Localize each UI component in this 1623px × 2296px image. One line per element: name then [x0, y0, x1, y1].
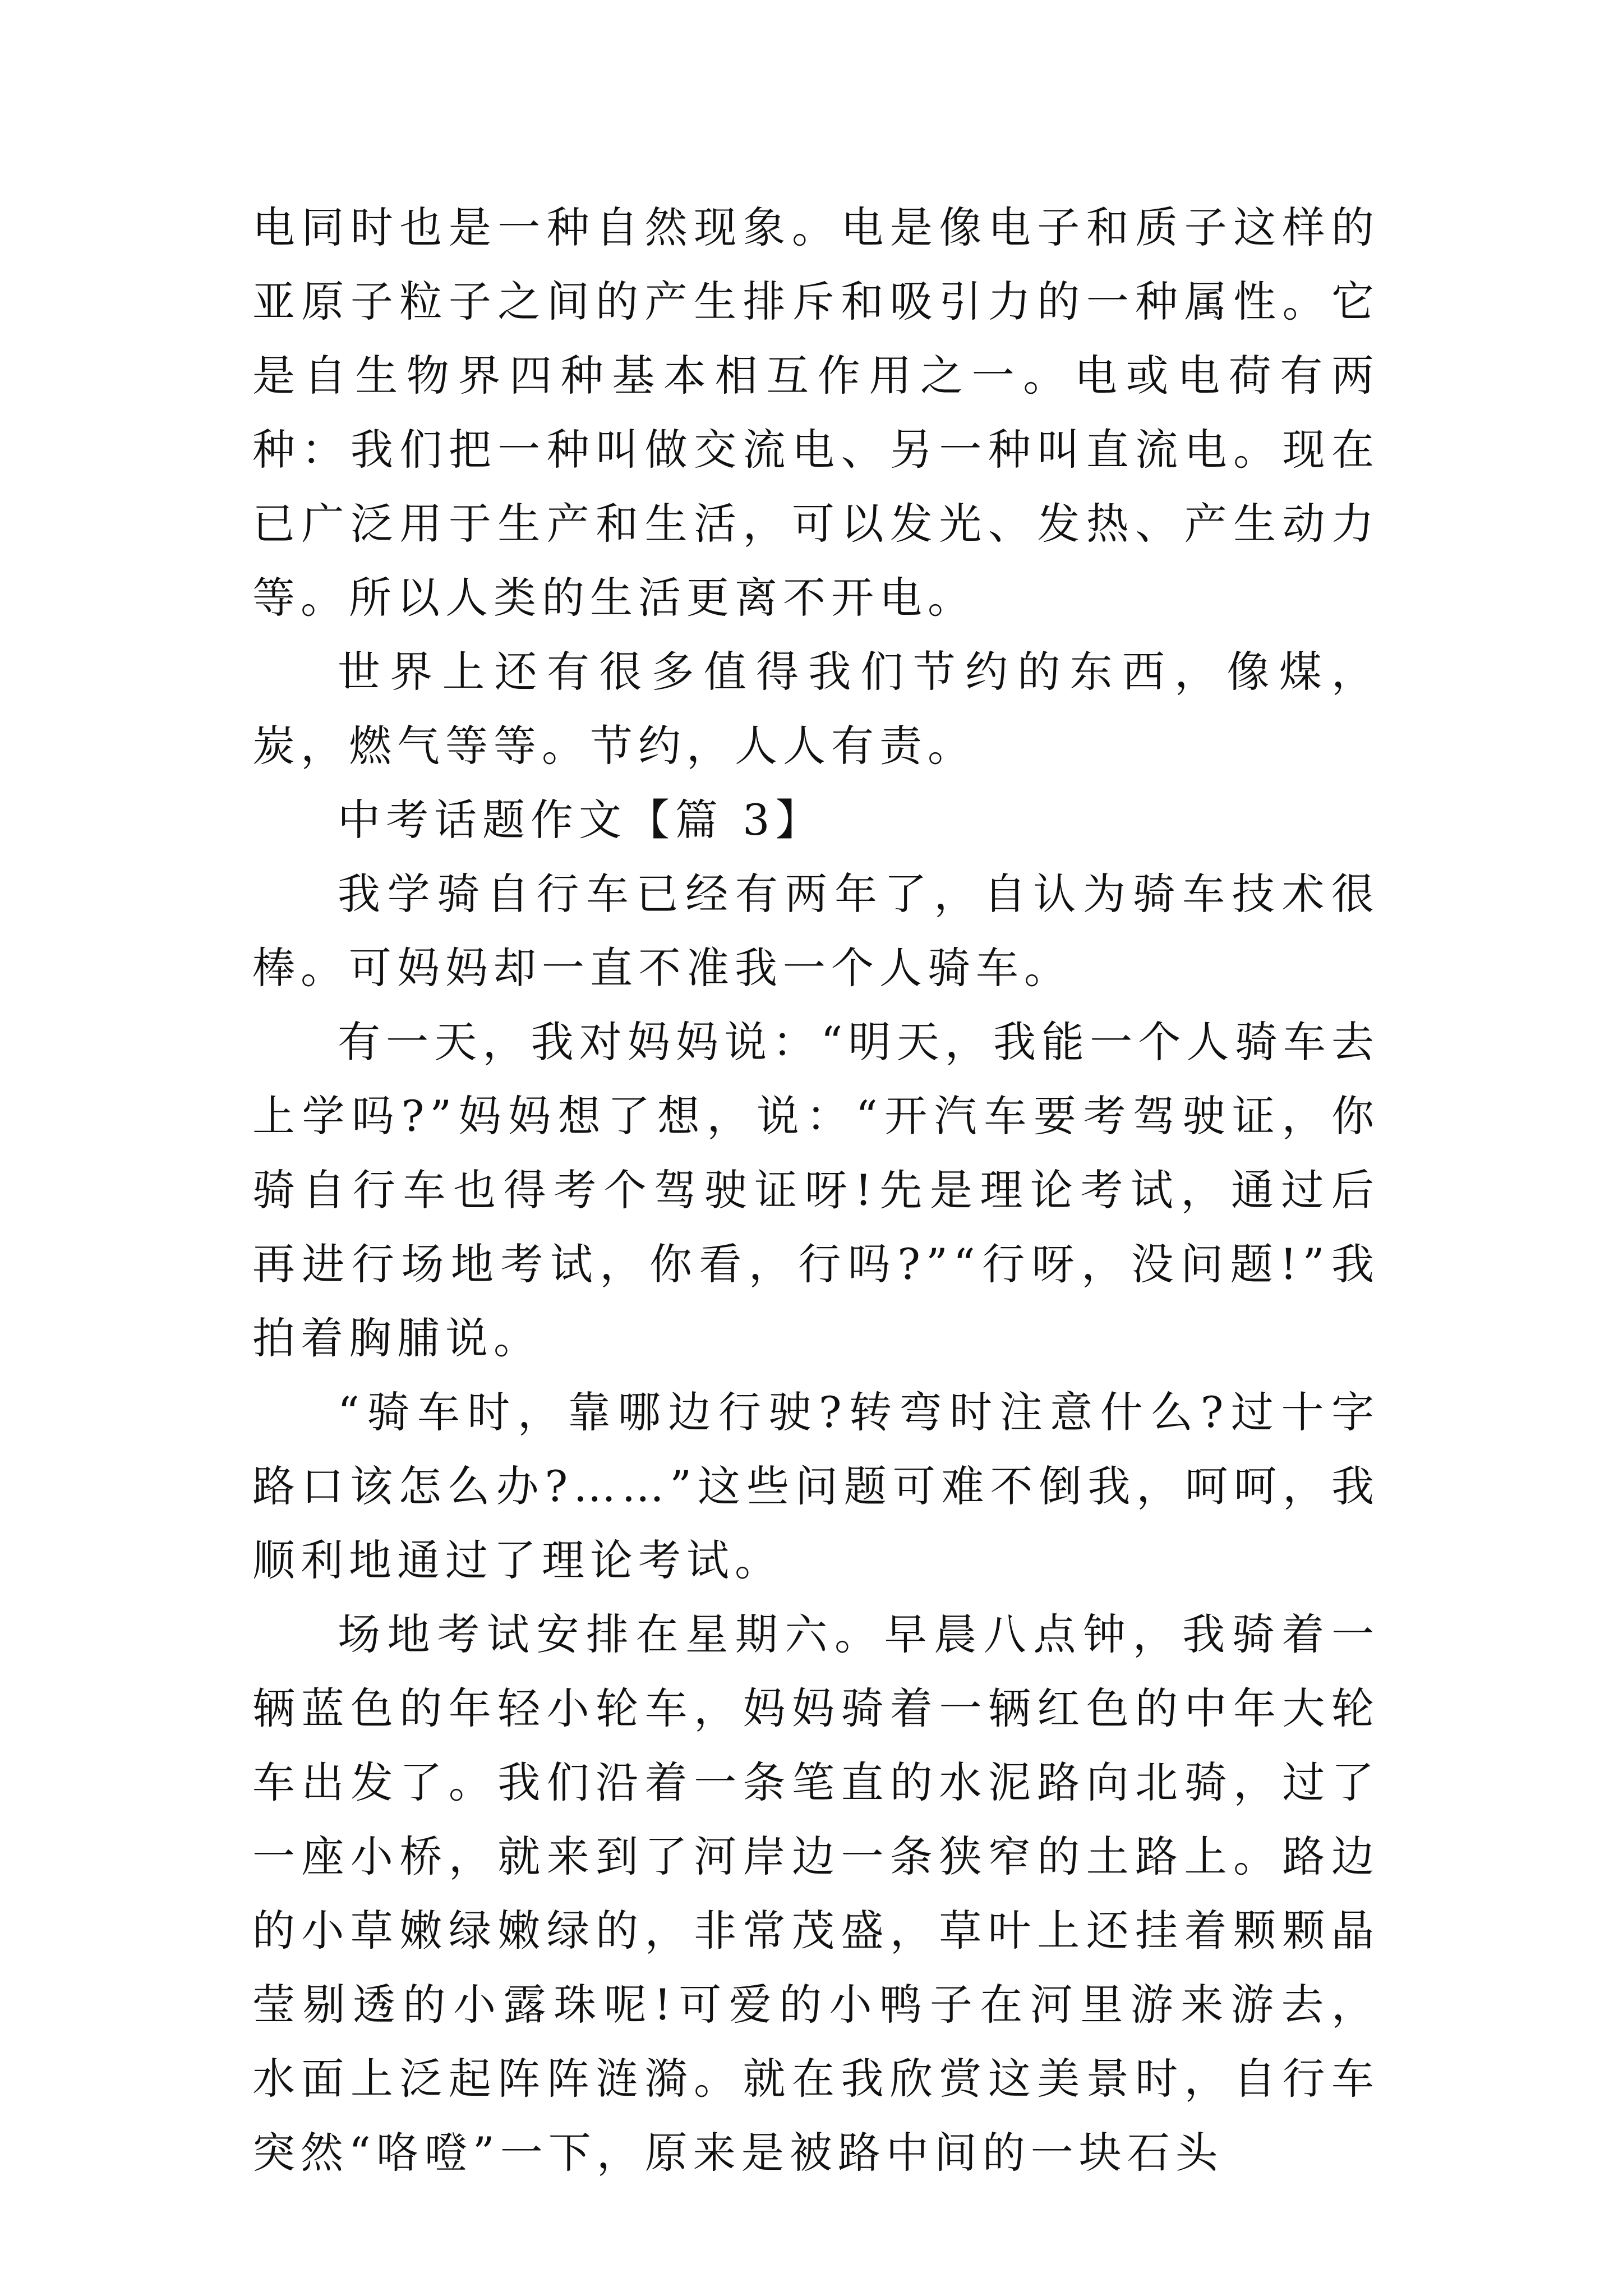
paragraph-bike-intro: 我学骑自行车已经有两年了，自认为骑车技术很棒。可妈妈却一直不准我一个人骑车。: [252, 869, 1380, 993]
paragraph-theory-test: “骑车时，靠哪边行驶?转弯时注意什么?过十字路口该怎么办?……”这些问题可难不倒我，呵呵，我顺利地通过了理论考试。: [252, 1387, 1380, 1585]
paragraph-field-test: 场地考试安排在星期六。早晨八点钟，我骑着一辆蓝色的年轻小轮车，妈妈骑着一辆红色的中年大轮车出发了。我们沿着一条笔直的水泥路向北骑，过了一座小桥，就来到了河岸边一条狭窄的土路上。路边的小草嫩绿嫩绿的，非常茂盛，草叶上还挂着颗颗晶莹剔透的小露珠呢!可爱的小鸭子在河里游来游去，水面上泛起阵阵涟漪。就在我欣赏这美景时，自行车突然“咯噔”一下，原来是被路中间的一块石头: [252, 1609, 1380, 2178]
paragraph-saving: 世界上还有很多值得我们节约的东西，像煤，炭，燃气等等。节约，人人有责。: [252, 647, 1380, 771]
paragraph-dialogue: 有一天，我对妈妈说：“明天，我能一个人骑车去上学吗?”妈妈想了想，说：“开汽车要考驾驶证，你骑自行车也得考个驾驶证呀!先是理论考试，通过后再进行场地考试，你看，行吗?”“行呀，没问题!”我拍着胸脯说。: [252, 1017, 1380, 1363]
section-heading: 中考话题作文【篇 3】: [338, 795, 824, 845]
document-body: [252, 191, 1380, 2190]
paragraph-electricity: 电同时也是一种自然现象。电是像电子和质子这样的亚原子粒子之间的产生排斥和吸引力的一种属性。它是自生物界四种基本相互作用之一。电或电荷有两种：我们把一种叫做交流电、另一种叫直流电。现在已广泛用于生产和生活，可以发光、发热、产生动力等。所以人类的生活更离不开电。: [252, 203, 1380, 623]
